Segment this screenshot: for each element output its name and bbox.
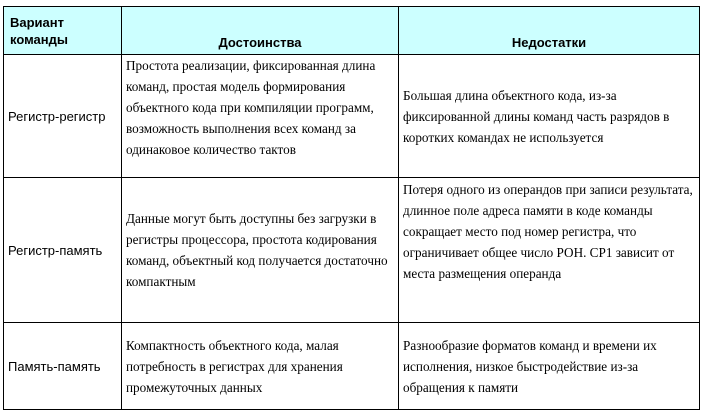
table-row — [4, 178, 700, 323]
header-cons: Недостатки — [399, 7, 700, 55]
table-row — [4, 55, 700, 178]
header-row — [4, 7, 700, 55]
header-variant — [4, 7, 122, 55]
row-variant: Регистр-регистр — [4, 55, 122, 178]
row-pros: Простота реализации, фиксированная длина команд, простая модель формирования объектного кода при компиляции программ, возможность выполнения всех команд за одинаковое количество тактов — [122, 55, 399, 178]
row-cons: Разнообразие форматов команд и времени их исполнения, низкое быстродействие из-за обращения к памяти — [399, 323, 700, 410]
comparison-table — [3, 6, 700, 410]
row-pros: Компактность объектного кода, малая потребность в регистрах для хранения промежуточных данных — [122, 323, 399, 410]
row-cons: Большая длина объектного кода, из-за фиксированной длины команд часть разрядов в коротких командах не используется — [399, 55, 700, 178]
row-cons: Потеря одного из операндов при записи результата, длинное поле адреса памяти в коде команды сокращает место под номер регистра, что ограничивает общее число РОН. СР1 зависит от места размещения операнда — [399, 178, 700, 323]
header-pros: Достоинства — [122, 7, 399, 55]
header-variant-line2: команды — [10, 31, 68, 47]
row-variant: Память-память — [4, 323, 122, 410]
row-pros: Данные могут быть доступны без загрузки в регистры процессора, простота кодирования команд, объектный код получается достаточно компактным — [122, 178, 399, 323]
header-variant-line1: Вариант — [10, 14, 64, 30]
table-row — [4, 323, 700, 410]
row-variant: Регистр-память — [4, 178, 122, 323]
